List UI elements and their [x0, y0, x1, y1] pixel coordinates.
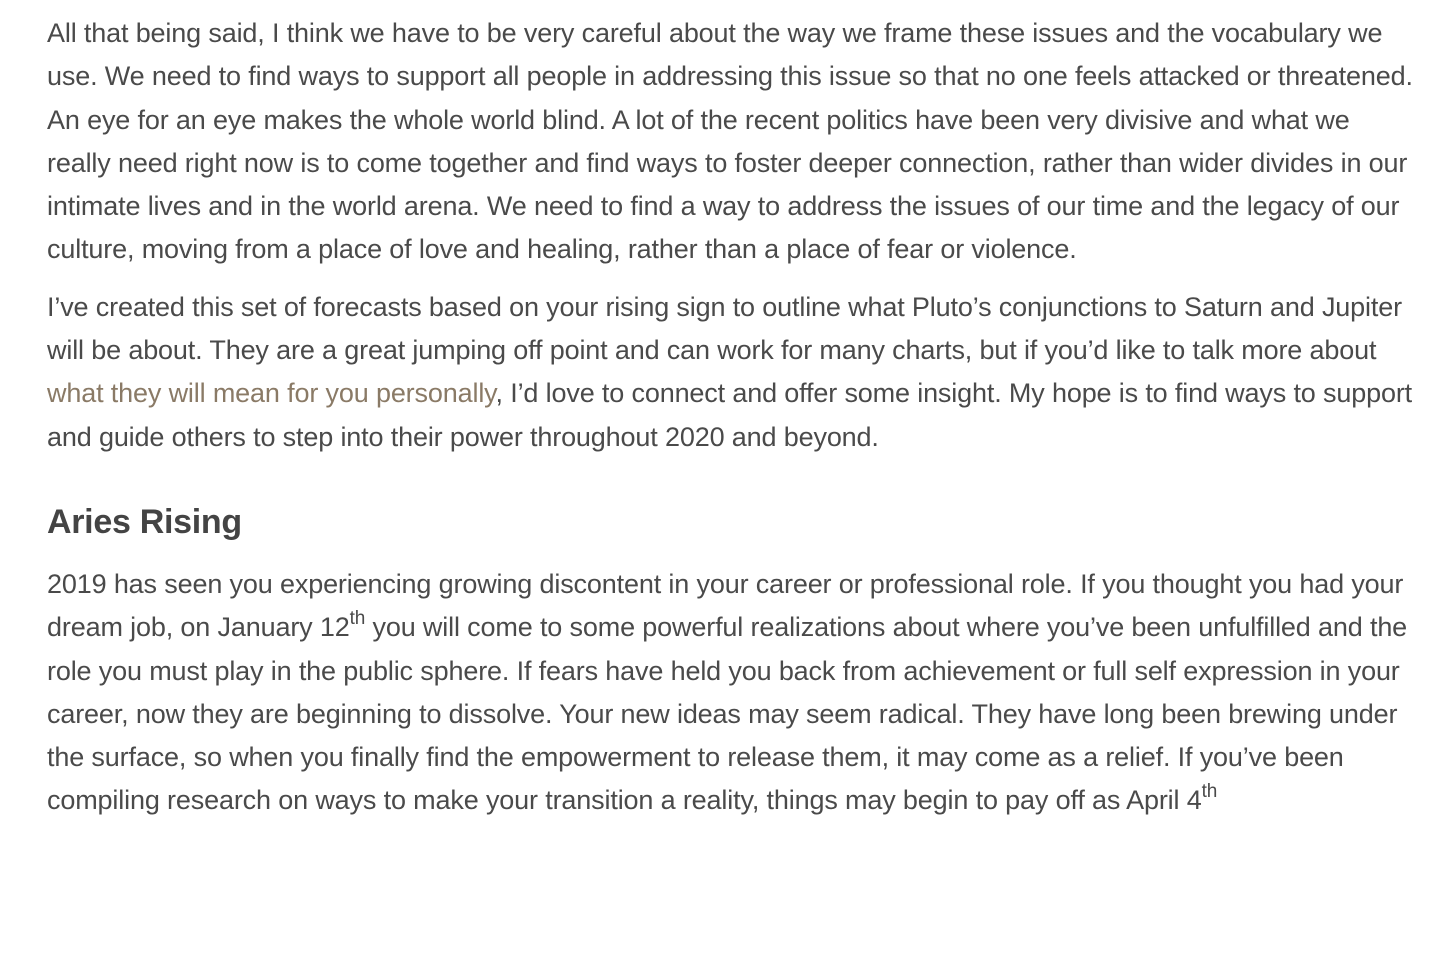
aries-text-part-2: you will come to some powerful realizations about where you’ve been unfulfilled and the role you must play in the public sphere. If fears have held you back from achievement or full self expression in your career, now they are beginning to dissolve. Your new ideas may seem radical. They have long been brewing under the surface, so when you finally find the empowerment to release them, it may come as a relief. If you’ve been compiling research on ways to make your transition a reality, things may begin to pay off as April 4 [47, 612, 1408, 816]
aries-rising-paragraph [47, 563, 1417, 823]
intro-paragraph-2-text-after-link: , I’d love to connect and offer some insight. My hope is to find ways to support and guide others to step into their power throughout 2020 and beyond. [47, 378, 1413, 452]
personal-reading-link[interactable]: what they will mean for you personally [47, 378, 496, 409]
intro-paragraph-2-text-before-link: I’ve created this set of forecasts based on your rising sign to outline what Pluto’s conjunctions to Saturn and Jupiter will be about. They are a great jumping off point and can work for many charts, but if you’d like to talk more about [47, 291, 1402, 366]
aries-text-part-1: 2019 has seen you experiencing growing discontent in your career or professional role. If you thought you had your dream job, on January 12 [47, 568, 1404, 643]
intro-paragraph-1: All that being said, I think we have to be very careful about the way we frame these issues and the vocabulary we use. We need to find ways to support all people in addressing this issue so that no one feels attacked or threatened. An eye for an eye makes the whole world blind. A lot of the recent politics have been very divisive and what we really need right now is to come together and find ways to foster deeper connection, rather than wider divides in our intimate lives and in the world arena. We need to find a way to address the issues of our time and the legacy of our culture, moving from a place of love and healing, rather than a place of fear or violence. [47, 18, 1413, 265]
intro-paragraph-2 [47, 286, 1417, 459]
article-body [47, 12, 1417, 823]
ordinal-suffix: th [349, 608, 366, 630]
ordinal-suffix: th [1201, 781, 1218, 803]
aries-rising-heading: Aries Rising [47, 502, 242, 541]
